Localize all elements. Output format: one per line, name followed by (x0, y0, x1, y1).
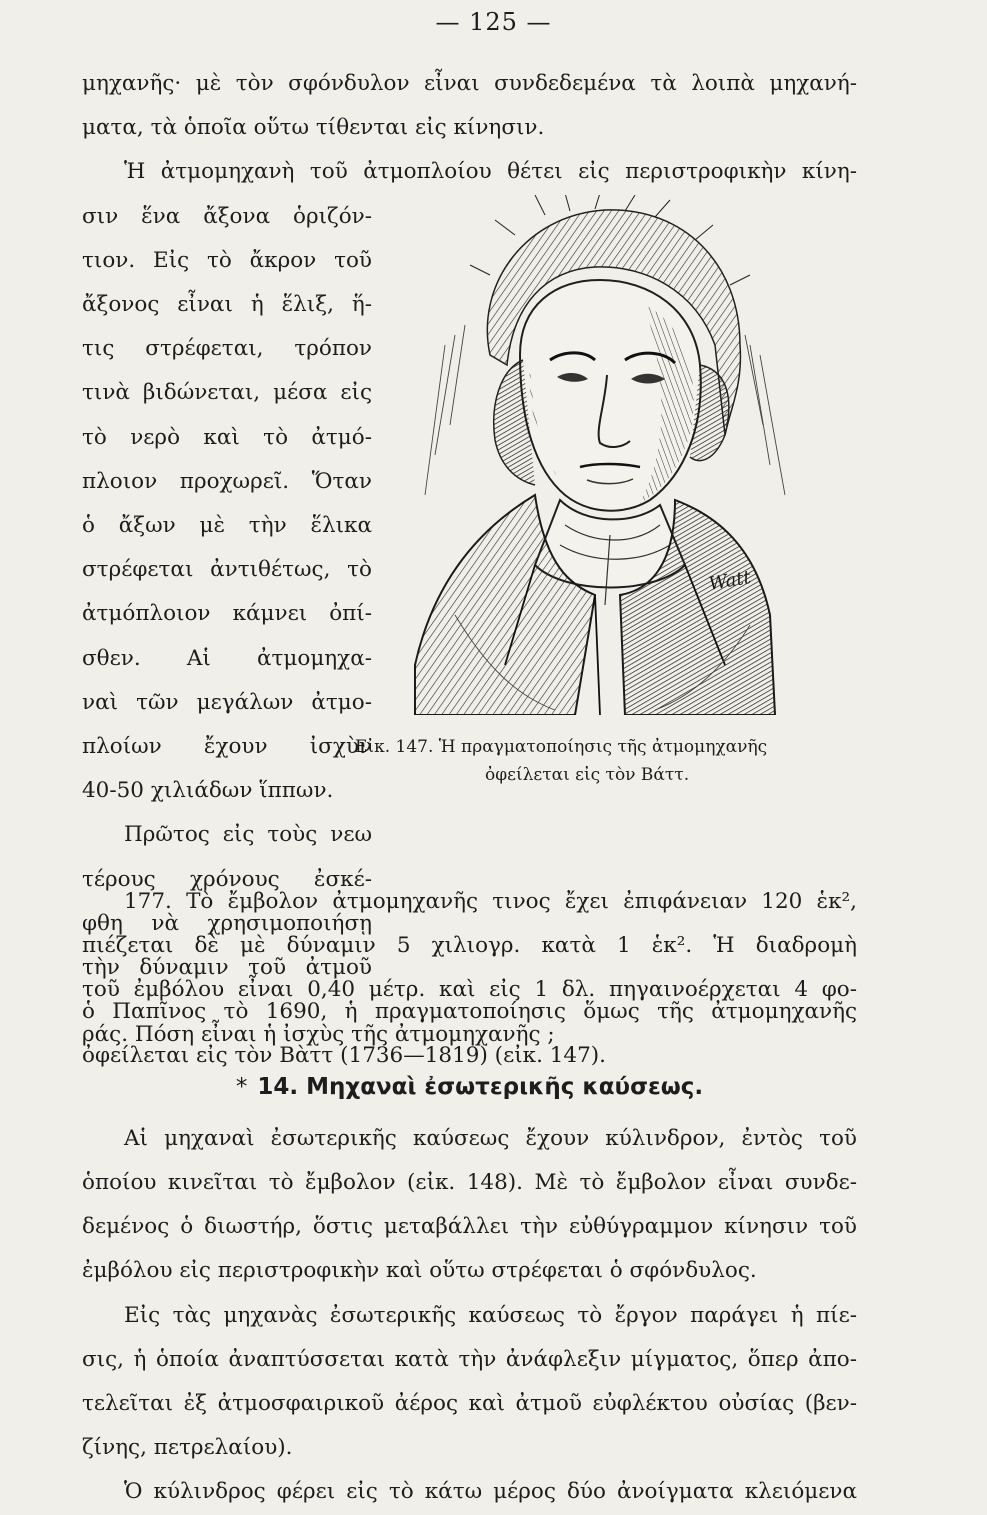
text-line: σις, ἡ ὁποία ἀναπτύσσεται κατὰ τὴν ἀνάφλεξιν μίγματος, ὅπερ ἀπο- (82, 1346, 857, 1372)
text-line: τελεῖται ἐξ ἀτμοσφαιρικοῦ ἀέρος καὶ ἀτμοῦ εὐφλέκτου οὐσίας (βεν- (82, 1391, 857, 1417)
text-line: μηχανῆς· μὲ τὸν σφόνδυλον εἶναι συνδεδεμένα τὰ λοιπὰ μηχανή- (82, 71, 857, 96)
text-line: Ἡ ἀτμομηχανὴ τοῦ ἀτμοπλοίου θέτει εἰς περιστροφικὴν κίνη- (124, 159, 857, 185)
text-line: πιέζεται δὲ μὲ δύναμιν 5 χιλιογρ. κατὰ 1 ἑκ². Ἡ διαδρομὴ (82, 933, 857, 959)
caption-line: ὀφείλεται εἰς τὸν Βάττ. (485, 765, 690, 785)
text-line: ναὶ τῶν μεγάλων ἀτμο- (82, 689, 372, 715)
text-line: πλοίων ἔχουν ἰσχὺν (82, 734, 372, 760)
figure-caption (355, 733, 835, 789)
lower-text-block (82, 880, 857, 1515)
portrait-engraving (395, 195, 795, 715)
text-line: ὁποίου κινεῖται τὸ ἔμβολον (εἰκ. 148). Μὲ τὸ ἔμβολον εἶναι συνδε- (82, 1170, 857, 1196)
text-line: ἀτμόπλοιον κάμνει ὀπί- (82, 601, 372, 627)
text-line: Πρῶτος εἰς τοὺς νεω (124, 822, 372, 848)
text-line: ράς. Πόση εἶναι ἡ ἰσχὺς τῆς ἀτμομηχανῆς ; (82, 1021, 555, 1047)
text-line: τιον. Εἰς τὸ ἄκρον τοῦ (82, 247, 372, 273)
section-title: 14. Μηχαναὶ ἐσωτερικῆς καύσεως. (257, 1073, 704, 1100)
portrait-signature: Watt (707, 566, 753, 595)
text-line: τὸ νερὸ καὶ τὸ ἀτμό- (82, 424, 372, 450)
text-line: δεμένος ὁ διωστήρ, ὅστις μεταβάλλει τὴν εὐθύγραμμον κίνησιν τοῦ (82, 1214, 857, 1240)
text-line: τὴν δύναμιν τοῦ ἀτμοῦ (82, 955, 372, 981)
text-line: τοῦ ἐμβόλου εἶναι 0,40 μέτρ. καὶ εἰς 1 δλ. πηγαινοέρχεται 4 φο- (82, 977, 857, 1003)
text-line: Εἰς τὰς μηχανὰς ἐσωτερικῆς καύσεως τὸ ἔργον παράγει ἡ πίε- (124, 1302, 857, 1328)
text-line: φθη νὰ χρησιμοποιήσῃ (82, 910, 372, 936)
text-line: τις στρέφεται, τρόπον (82, 336, 372, 362)
text-line: στρέφεται ἀντιθέτως, τὸ (82, 557, 372, 583)
text-line: ἄξονος εἶναι ἡ ἕλιξ, ἥ- (82, 292, 372, 318)
text-line: 177. Τὸ ἔμβολον ἀτμομηχανῆς τινος ἔχει ἐπιφάνειαν 120 ἑκ², (124, 889, 857, 914)
portrait-figure (395, 195, 795, 715)
text-line: Αἱ μηχαναὶ ἐσωτερικῆς καύσεως ἔχουν κύλινδρον, ἐντὸς τοῦ (124, 1125, 857, 1151)
text-line: ὀφείλεται εἰς τὸν Βὰττ (1736—1819) (εἰκ. 147). (82, 1043, 606, 1069)
text-line: πλοιον προχωρεῖ. Ὅταν (82, 468, 372, 494)
text-line: σιν ἕνα ἄξονα ὁριζόν- (82, 203, 372, 229)
text-line: Ὁ κύλινδρος φέρει εἰς τὸ κάτω μέρος δύο ἀνοίγματα κλειόμενα (124, 1479, 857, 1505)
text-line: τινὰ βιδώνεται, μέσα εἰς (82, 380, 372, 406)
section-heading (82, 1057, 857, 1117)
text-line: 40-50 χιλιάδων ἵππων. (82, 778, 334, 804)
text-line: ὁ Παπῖνος τὸ 1690, ἡ πραγματοποίησις ὅμως τῆς ἀτμομηχανῆς (82, 999, 857, 1025)
text-line: σθεν. Αἱ ἀτμομηχα- (82, 645, 372, 671)
text-line: τέρους χρόνους ἐσκέ- (82, 866, 372, 892)
caption-line: Εἰκ. 147. Ἡ πραγματοποίησις τῆς ἀτμομηχανῆς (355, 737, 768, 757)
page-number: — 125 — (435, 8, 552, 36)
section-star: * (235, 1073, 248, 1100)
text-line: ζίνης, πετρελαίου). (82, 1435, 293, 1461)
text-line: ὁ ἄξων μὲ τὴν ἕλικα (82, 513, 372, 539)
text-line: ματα, τὰ ὁποῖα οὕτω τίθενται εἰς κίνησιν. (82, 115, 545, 141)
text-line: ἐμβόλου εἰς περιστροφικὴν καὶ οὕτω στρέφεται ὁ σφόνδυλος. (82, 1258, 757, 1284)
